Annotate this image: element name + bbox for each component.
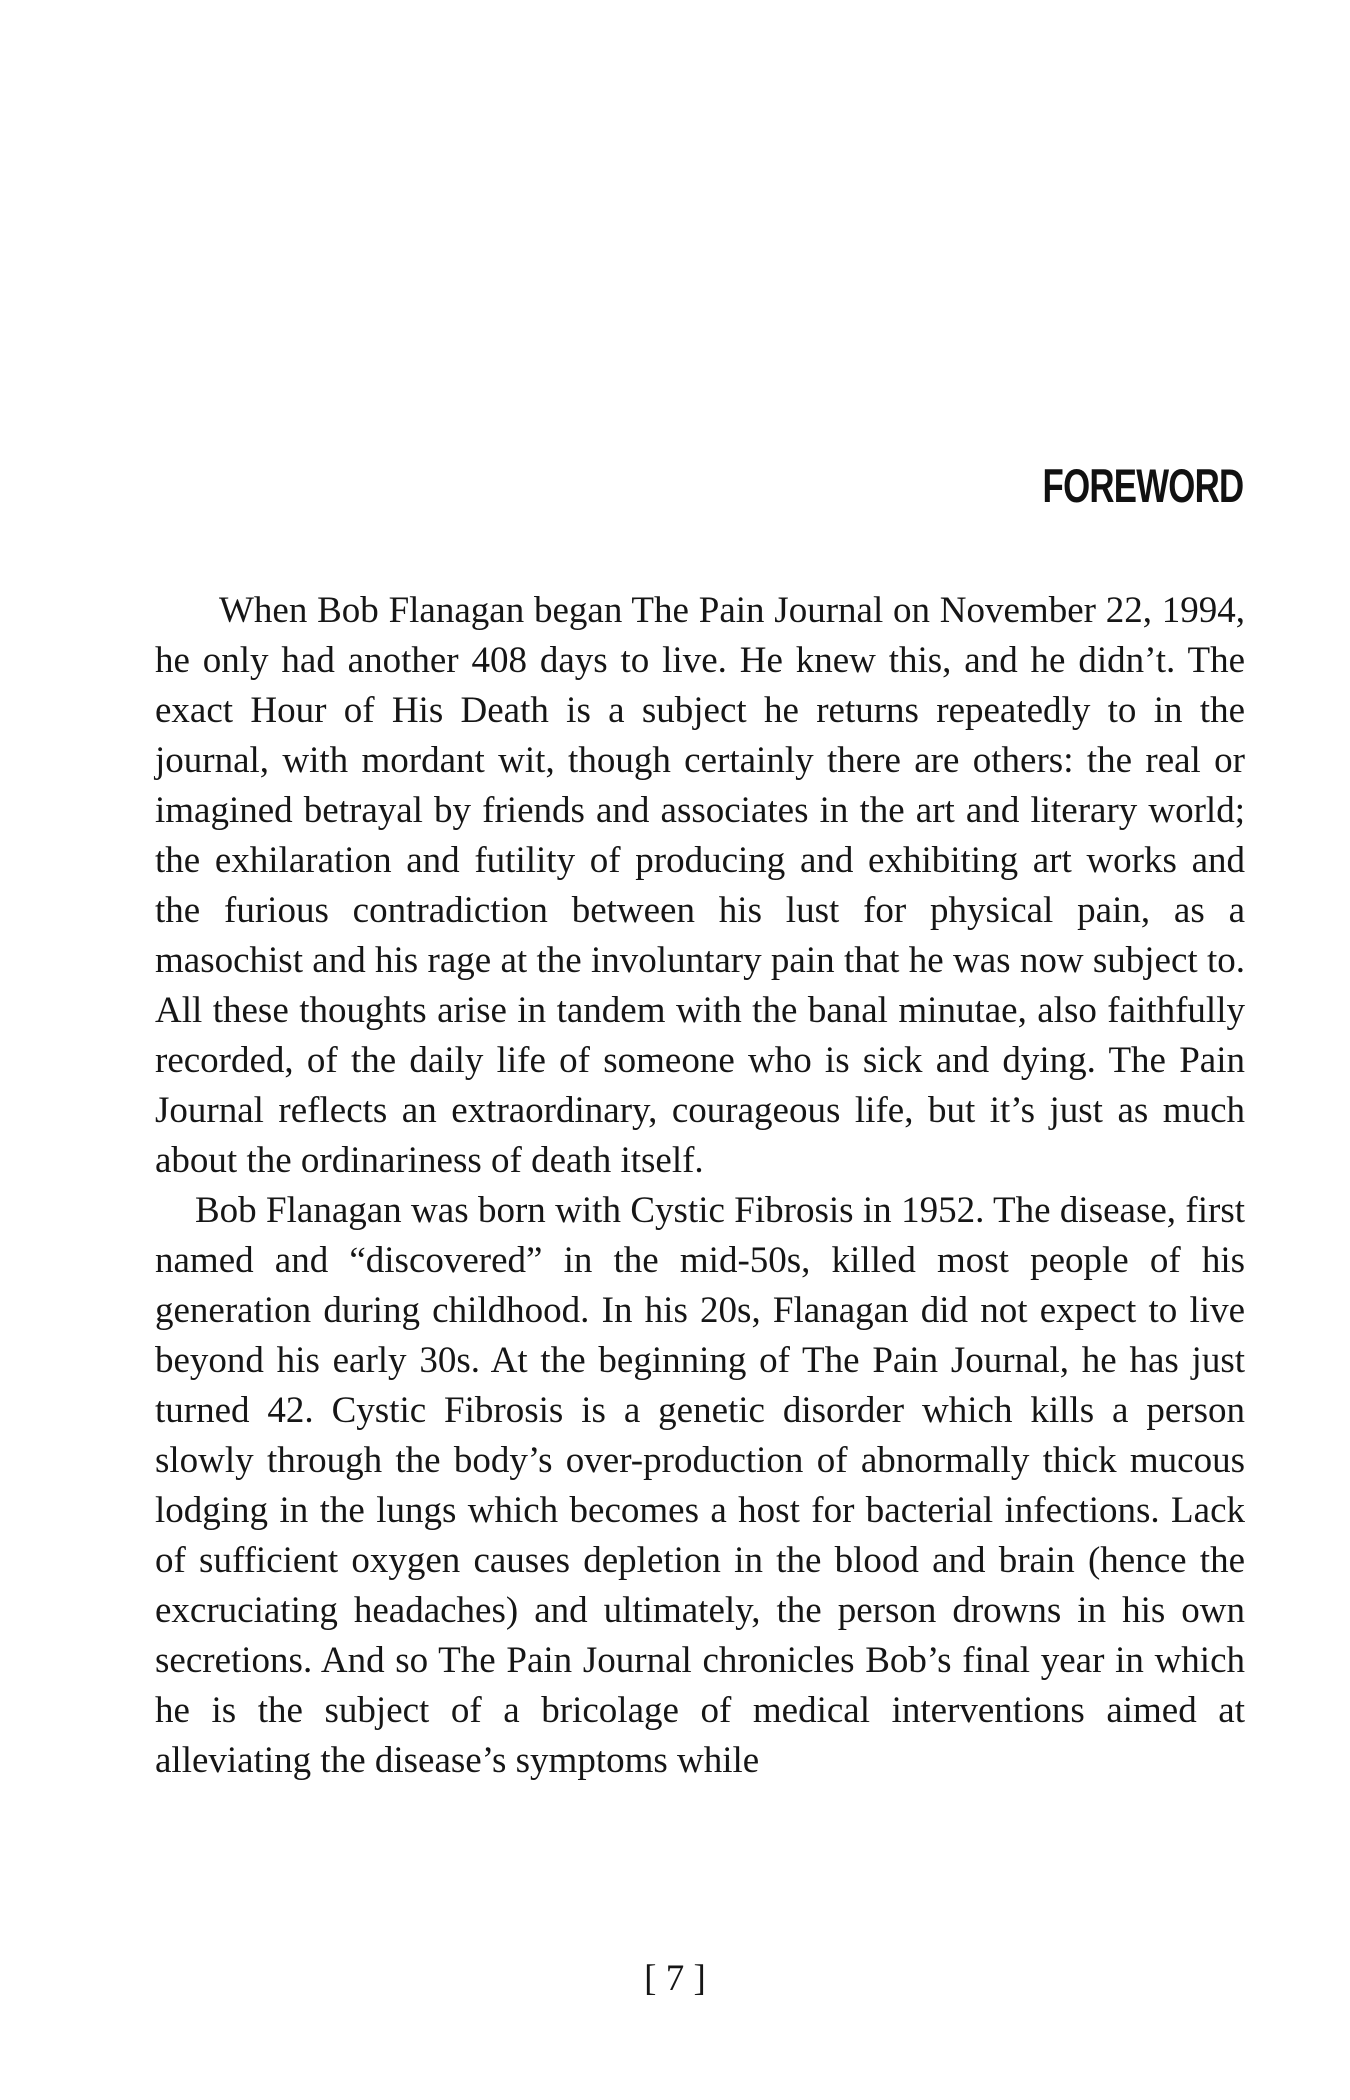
chapter-heading: FOREWORD	[1042, 459, 1243, 512]
paragraph-1: When Bob Flanagan began The Pain Journal on November 22, 1994, he only had another 408 days to live. He knew this, and he didn’t. The exact Hour of His Death is a subject he returns repeatedly to in the journal, with mordant wit, though certainly there are others: the real or imagined betrayal by friends and associates in the art and literary world; the exhilaration and futility of producing and exhibiting art works and the furious contradiction between his lust for physical pain, as a masochist and his rage at the involuntary pain that he was now subject to. All these thoughts arise in tandem with the banal minutae, also faithfully recorded, of the daily life of someone who is sick and dying. The Pain Journal reflects an extraordinary, courageous life, but it’s just as much about the ordinariness of death itself.	[155, 590, 1245, 1181]
paragraph-2: Bob Flanagan was born with Cystic Fibrosis in 1952. The disease, first named and “discovered” in the mid-50s, killed most people of his generation during childhood. In his 20s, Flanagan did not expect to live beyond his early 30s. At the beginning of The Pain Journal, he has just turned 42. Cystic Fibrosis is a genetic disorder which kills a person slowly through the body’s over-production of abnormally thick mucous lodging in the lungs which becomes a host for bacterial infections. Lack of sufficient oxygen causes depletion in the blood and brain (hence the excruciating headaches) and ultimately, the person drowns in his own secretions. And so The Pain Journal chronicles Bob’s final year in which he is the subject of a bricolage of medical interventions aimed at alleviating the disease’s symptoms while	[155, 1190, 1245, 1781]
page-number: [ 7 ]	[644, 1958, 706, 1999]
body-text	[155, 586, 1245, 1786]
